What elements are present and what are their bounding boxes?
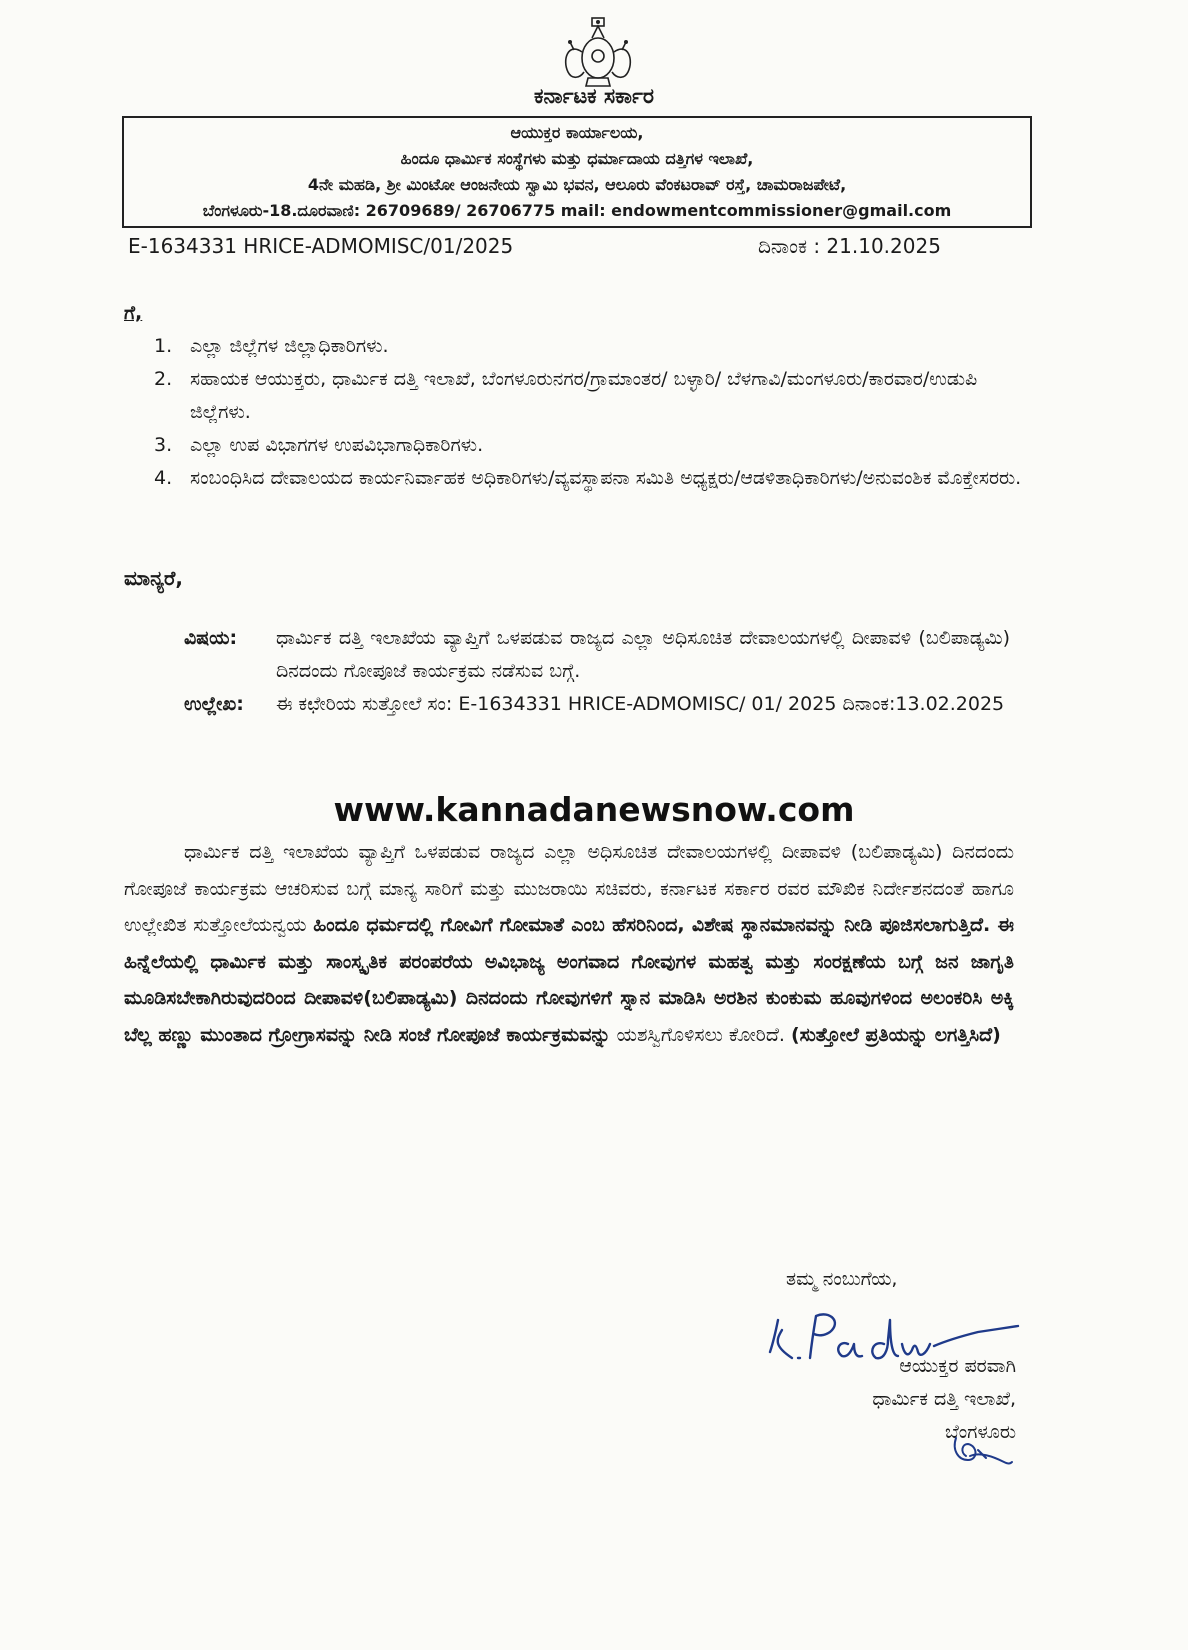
office-line: ಆಯುಕ್ತರ ಕಾರ್ಯಾಲಯ, xyxy=(510,123,644,142)
reference-text: ಈ ಕಛೇರಿಯ ಸುತ್ತೋಲೆ ಸಂ: E-1634331 HRICE-ADMOMISC/ 01/ 2025 ದಿನಾಂಕ:13.02.2025 xyxy=(276,693,1005,715)
recipient-number: 1. xyxy=(154,335,173,357)
salutation: ಮಾನ್ಯರೆ, xyxy=(124,566,183,590)
office-contact-line: ಬೆಂಗಳೂರು-18.ದೂರವಾಣಿ: 26709689/ 26706775 mail: endowmentcommissioner@gmail.com xyxy=(202,201,952,220)
body-paragraph xyxy=(124,834,1014,1053)
subject-text: ಧಾರ್ಮಿಕ ದತ್ತಿ ಇಲಾಖೆಯ ವ್ಯಾಪ್ತಿಗೆ ಒಳಪಡುವ ರಾಜ್ಯದ ಎಲ್ಲಾ ಅಧಿಸೂಚಿತ ದೇವಾಲಯಗಳಲ್ಲಿ ದೀಪಾವಳಿ (ಬಲಿಪಾಡ್ಯಮಿ) ದಿನದಂದು ಗೋಪೂಜೆ ಕಾರ್ಯಕ್ರಮ ನಡೆಸುವ ಬಗ್ಗೆ. xyxy=(276,627,1010,682)
recipient-text: ಸಂಬಂಧಿಸಿದ ದೇವಾಲಯದ ಕಾರ್ಯನಿರ್ವಾಹಕ ಅಧಿಕಾರಿಗಳು/ವ್ಯವಸ್ಥಾಪನಾ ಸಮಿತಿ ಅಧ್ಯಕ್ಷರು/ಆಡಳಿತಾಧಿಕಾರಿಗಳು/ಅನುವಂಶಿಕ ಮೊಕ್ತೇಸರರು. xyxy=(190,467,1022,489)
recipient-list xyxy=(154,330,1024,495)
recipient-number: 3. xyxy=(154,434,173,456)
body-text-end: ಯಶಸ್ವಿಗೊಳಿಸಲು ಕೋರಿದೆ. xyxy=(610,1023,791,1046)
recipient-text: ಎಲ್ಲಾ ಜಿಲ್ಲೆಗಳ ಜಿಲ್ಲಾಧಿಕಾರಿಗಳು. xyxy=(190,335,389,357)
watermark-url: www.kannadanewsnow.com xyxy=(333,790,855,829)
reference-number: E-1634331 HRICE-ADMOMISC/01/2025 xyxy=(128,234,514,258)
recipient-number: 4. xyxy=(154,467,173,489)
subject-label: ವಿಷಯ: xyxy=(184,627,238,649)
body-text: ಧಾರ್ಮಿಕ ದತ್ತಿ ಇಲಾಖೆಯ ವ್ಯಾಪ್ತಿಗೆ ಒಳಪಡುವ ರಾಜ್ಯದ ಎಲ್ಲಾ ಅಧಿಸೂಚಿತ ದೇವಾಲಯಗಳಲ್ಲಿ ದೀಪಾವಳಿ (ಬಲಿಪಾಡ್ಯಮಿ) ದಿನದಂದು ಗೋಪೂಜೆ ಕಾರ್ಯಕ್ರಮ ಆಚರಿಸುವ ಬಗ್ಗೆ ಮಾನ್ಯ ಸಾರಿಗೆ ಮತ್ತು ಮುಜರಾಯಿ ಸಚಿವರು, ಕರ್ನಾಟಕ ಸರ್ಕಾರ ರವರ ಮೌಖಿಕ ನಿರ್ದೇಶನದಂತೆ ಹಾಗೂ ಉಲ್ಲೇಖಿತ ಸುತ್ತೋಲೆಯನ್ವಯ xyxy=(124,841,1014,936)
recipient-item xyxy=(154,429,1024,462)
signatory-line: ಬೆಂಗಳೂರು xyxy=(945,1421,1016,1443)
reference-row xyxy=(184,688,1010,721)
recipient-text: ಸಹಾಯಕ ಆಯುಕ್ತರು, ಧಾರ್ಮಿಕ ದತ್ತಿ ಇಲಾಖೆ, ಬೆಂಗಳೂರುನಗರ/ಗ್ರಾಮಾಂತರ/ ಬಳ್ಳಾರಿ/ ಬೆಳಗಾವಿ/ಮಂಗಳೂರು/ಕಾರವಾರ/ಉಡುಪಿ ಜಿಲ್ಲೆಗಳು. xyxy=(190,368,978,423)
recipient-number: 2. xyxy=(154,368,173,390)
recipient-item xyxy=(154,330,1024,363)
recipient-item xyxy=(154,462,1024,495)
subject-row xyxy=(184,622,1010,688)
signatory-line: ಧಾರ್ಮಿಕ ದತ್ತಿ ಇಲಾಖೆ, xyxy=(872,1388,1016,1410)
attachment-note: (ಸುತ್ತೋಲೆ ಪ್ರತಿಯನ್ನು ಲಗತ್ತಿಸಿದೆ) xyxy=(790,1023,1001,1046)
sign-off: ತಮ್ಮ ನಂಬುಗೆಯ, xyxy=(786,1268,898,1290)
recipient-item xyxy=(154,363,1024,429)
office-address-box xyxy=(122,116,1032,228)
office-line: ಹಿಂದೂ ಧಾರ್ಮಿಕ ಸಂಸ್ಥೆಗಳು ಮತ್ತು ಧರ್ಮಾದಾಯ ದತ್ತಿಗಳ ಇಲಾಖೆ, xyxy=(400,149,754,168)
subject-block xyxy=(184,622,1010,721)
government-title: ಕರ್ನಾಟಕ ಸರ್ಕಾರ xyxy=(534,84,654,108)
letter-date: ದಿನಾಂಕ : 21.10.2025 xyxy=(758,234,941,258)
recipient-text: ಎಲ್ಲಾ ಉಪ ವಿಭಾಗಗಳ ಉಪವಿಭಾಗಾಧಿಕಾರಿಗಳು. xyxy=(190,434,484,456)
initials-mark xyxy=(948,1430,1018,1470)
signatory-line: ಆಯುಕ್ತರ ಪರವಾಗಿ xyxy=(899,1355,1016,1377)
karnataka-emblem-icon xyxy=(548,12,648,90)
body-emphasis: ಹಿಂದೂ ಧರ್ಮದಲ್ಲಿ ಗೋವಿಗೆ ಗೋಮಾತೆ ಎಂಬ ಹೆಸರಿನಿಂದ, ವಿಶೇಷ ಸ್ಥಾನಮಾನವನ್ನು ನೀಡಿ ಪೂಜಿಸಲಾಗುತ್ತಿದೆ. ಈ ಹಿನ್ನೆಲೆಯಲ್ಲಿ ಧಾರ್ಮಿಕ ಮತ್ತು ಸಾಂಸ್ಕೃತಿಕ ಪರಂಪರೆಯ ಅವಿಭಾಜ್ಯ ಅಂಗವಾದ ಗೋವುಗಳ ಮಹತ್ವ ಮತ್ತು ಸಂರಕ್ಷಣೆಯ ಬಗ್ಗೆ ಜನ ಜಾಗೃತಿ ಮೂಡಿಸಬೇಕಾಗಿರುವುದರಿಂದ ದೀಪಾವಳಿ(ಬಲಿಪಾಡ್ಯಮಿ) ದಿನದಂದು ಗೋವುಗಳಿಗೆ ಸ್ನಾನ ಮಾಡಿಸಿ ಅರಶಿನ ಕುಂಕುಮ ಹೂವುಗಳಿಂದ ಅಲಂಕರಿಸಿ ಅಕ್ಕಿ ಬೆಲ್ಲ ಹಣ್ಣು ಮುಂತಾದ ಗ್ರೋಗ್ರಾಸವನ್ನು ನೀಡಿ ಸಂಜೆ ಗೋಪೂಜೆ ಕಾರ್ಯಕ್ರಮವನ್ನು xyxy=(124,914,1015,1046)
to-label: ಗೆ, xyxy=(124,302,143,324)
reference-label: ಉಲ್ಲೇಖ: xyxy=(184,693,244,715)
office-line: 4ನೇ ಮಹಡಿ, ಶ್ರೀ ಮಿಂಟೋ ಆಂಜನೇಯ ಸ್ವಾಮಿ ಭವನ, ಆಲೂರು ವೆಂಕಟರಾವ್ ರಸ್ತೆ, ಚಾಮರಾಜಪೇಟೆ, xyxy=(307,175,847,194)
